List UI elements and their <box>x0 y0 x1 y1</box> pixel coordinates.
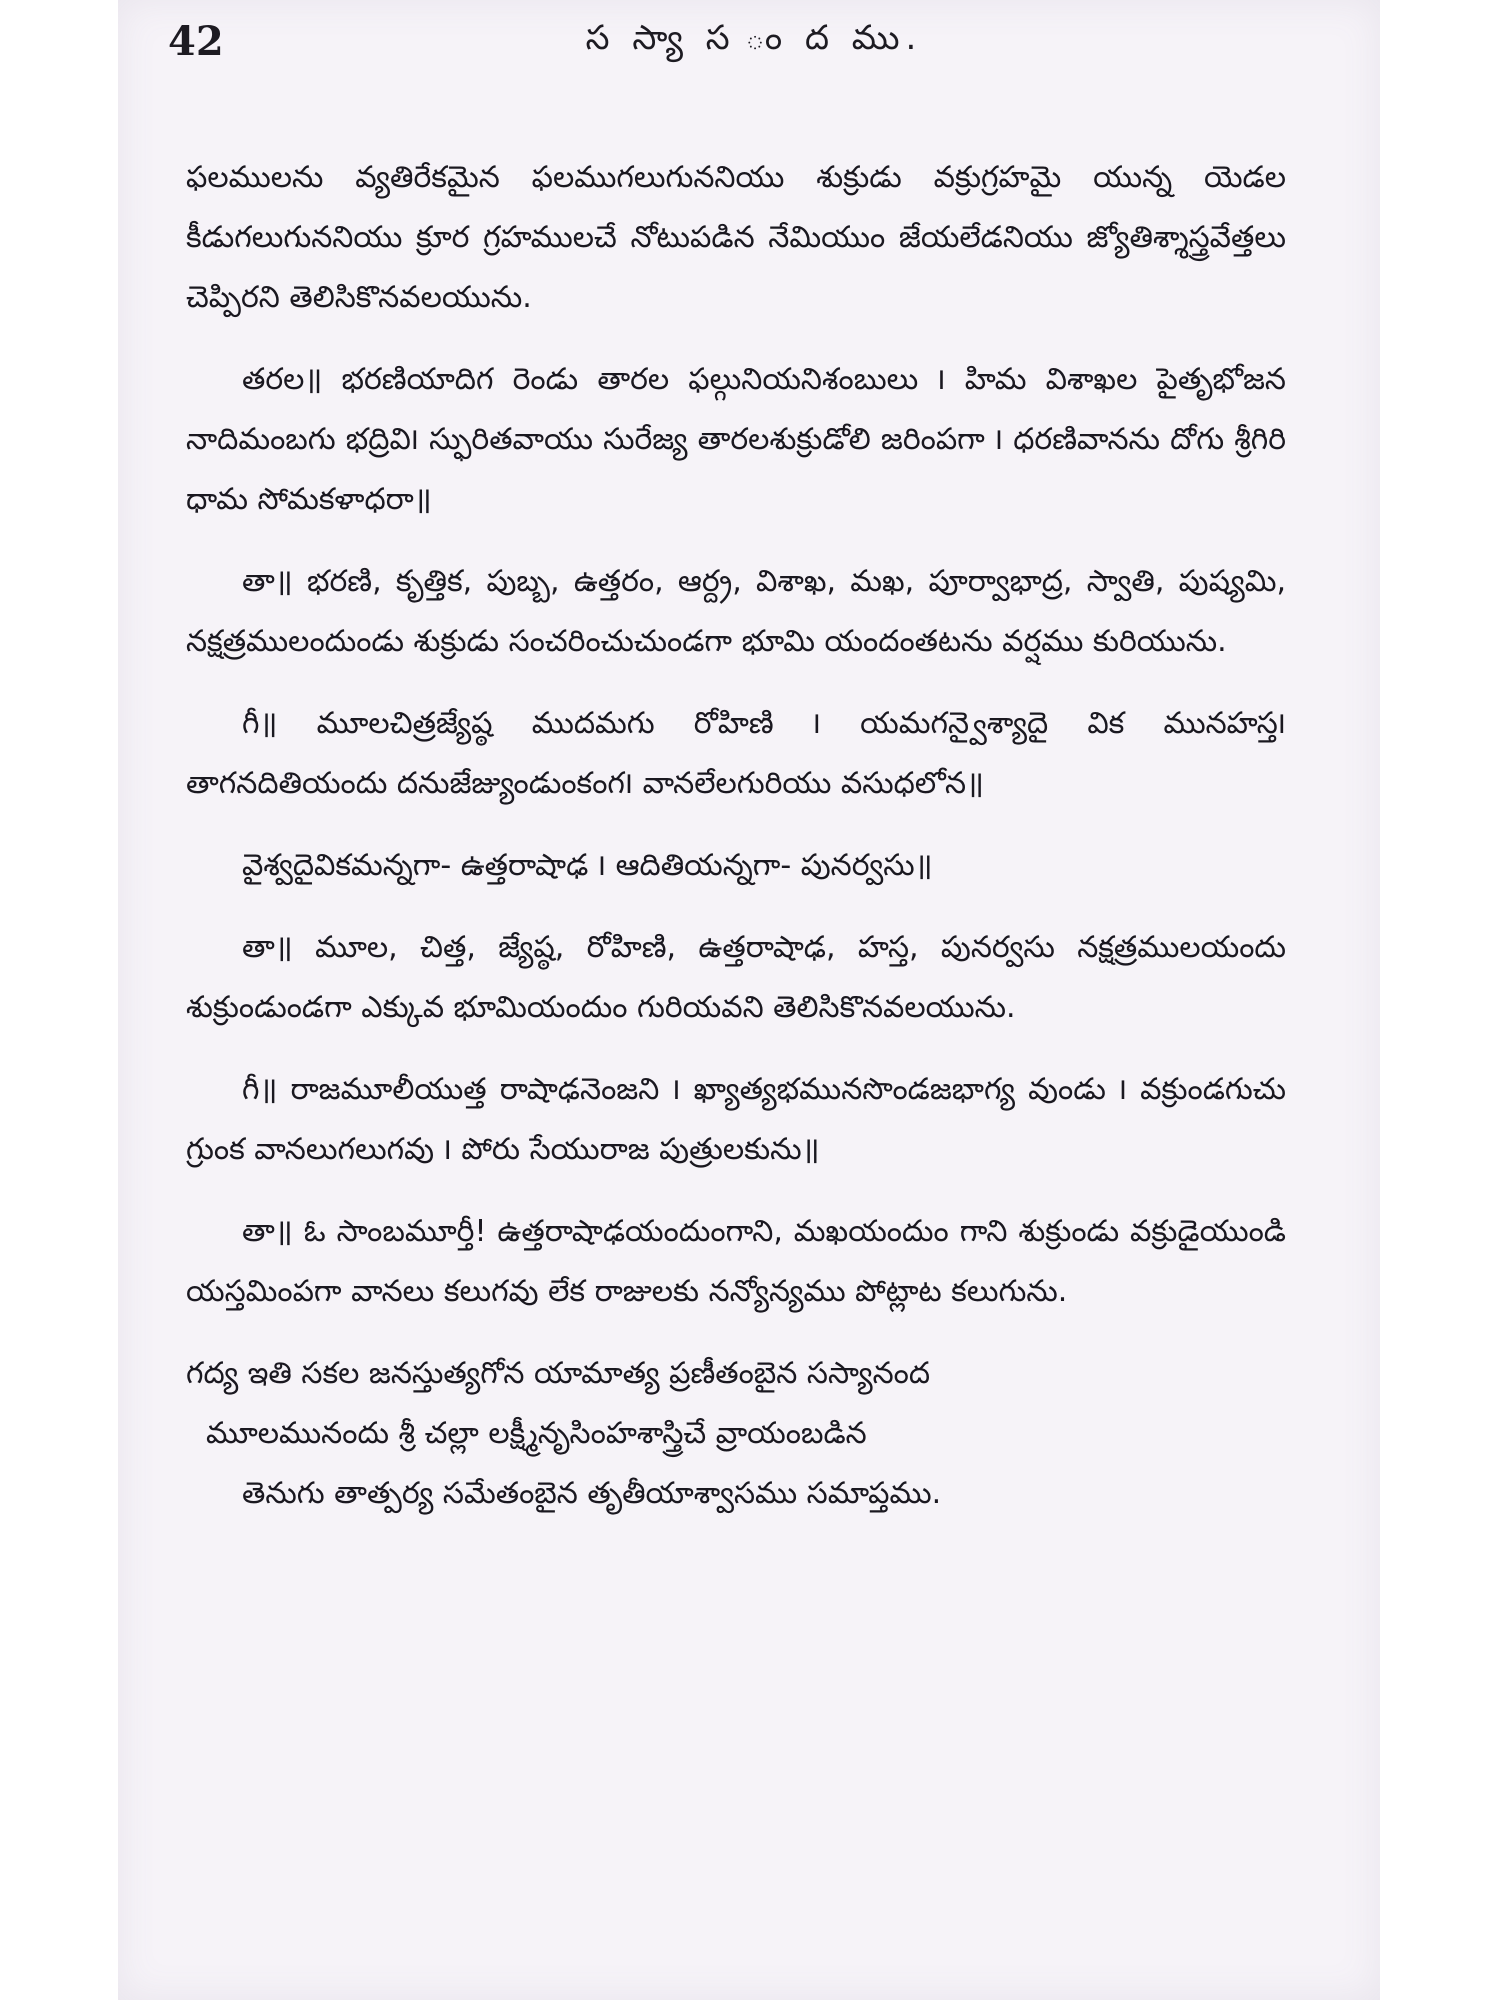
colophon-line: మూలమునందు శ్రీ చల్లా లక్ష్మీనృసింహశాస్త్రిచే వ్రాయంబడిన <box>206 1416 867 1451</box>
colophon <box>186 1344 1286 1524</box>
colophon-line: తెనుగు తాత్పర్య సమేతంబైన తృతీయాశ్వాసము సమాప్తము. <box>242 1476 942 1511</box>
commentary-paragraph: తా॥ భరణి, కృత్తిక, పుబ్బ, ఉత్తరం, ఆర్ద్ర, విశాఖ, మఖ, పూర్వాభాద్ర, స్వాతి, పుష్యమి, నక్షత్రములందుండు శుక్రుడు సంచరించుచుండగా భూమి యందంతటను వర్షము కురియును. <box>186 564 1286 659</box>
commentary-paragraph: తా॥ మూల, చిత్త, జ్యేష్ఠ, రోహిణి, ఉత్తరాషాఢ, హస్త, పునర్వసు నక్షత్రములయందు శుక్రుండుండగా ఎక్కువ భూమియందుం గురియవని తెలిసికొనవలయును. <box>186 930 1286 1025</box>
page-body <box>186 148 1286 1524</box>
page-number: 42 <box>168 18 224 65</box>
page-header <box>168 18 1340 78</box>
verse-gita: గీ॥ మూలచిత్రజ్యేష్ఠ ముదమగు రోహిణి ౹ యమగన్వైశ్యాదై విక మునహస్త౹ తాగనదితియందు దనుజేజ్యుండుంకంగ౹ వానలేలగురియు వసుధలోన॥ <box>186 706 1286 801</box>
paragraph: ఫలములను వ్యతిరేకమైన ఫలముగలుగుననియు శుక్రుడు వక్రుగ్రహమై యున్న యెడల కీడుగలుగుననియు క్రూర గ్రహములచే నోటుపడిన నేమియుం జేయలేడనియు జ్యోతిశ్శాస్త్రవేత్తలు చెప్పిరని తెలిసికొనవలయును. <box>186 160 1286 315</box>
verse-gita: గీ॥ రాజమూలీయుత్త రాషాఢనెంజని ౹ ఖ్యాత్యభమునసొండజభాగ్య వుండు ౹ వక్రుండగుచు గ్రుంక వానలుగలుగవు ౹ పోరు సేయురాజ పుత్రులకును॥ <box>186 1072 1286 1167</box>
colophon-line: గద్య ఇతి సకల జనస్తుత్యగోన యామాత్య ప్రణీతంబైన సస్యానంద <box>186 1356 931 1391</box>
commentary-paragraph: తా॥ ఓ సాంబమూర్తీ! ఉత్తరాషాఢయందుంగాని, మఖయందుం గాని శుక్రుండు వక్రుడైయుండి యస్తమింపగా వానలు కలుగవు లేక రాజులకు నన్యోన్యము పోట్లాట కలుగును. <box>186 1214 1286 1309</box>
gloss-line: వైశ్వదైవికమన్నగా- ఉత్తరాషాఢ ౹ ఆదితియన్నగా- పునర్వసు॥ <box>242 848 933 883</box>
running-title: స స్యా స ం ద ము. <box>585 18 923 58</box>
book-page <box>118 0 1380 2000</box>
verse-tarala: తరల॥ భరణియాదిగ రెండు తారల ఫల్గునియనిశంబులు ౹ హిమ విశాఖల పైతృభోజన నాదిమంబగు భద్రివి౹ స్ఫురితవాయు సురేజ్య తారలశుక్రుడోలి జరింపగా ౹ ధరణివానను దోగు శ్రీగిరి ధామ సోమకళాధరా॥ <box>186 362 1286 517</box>
